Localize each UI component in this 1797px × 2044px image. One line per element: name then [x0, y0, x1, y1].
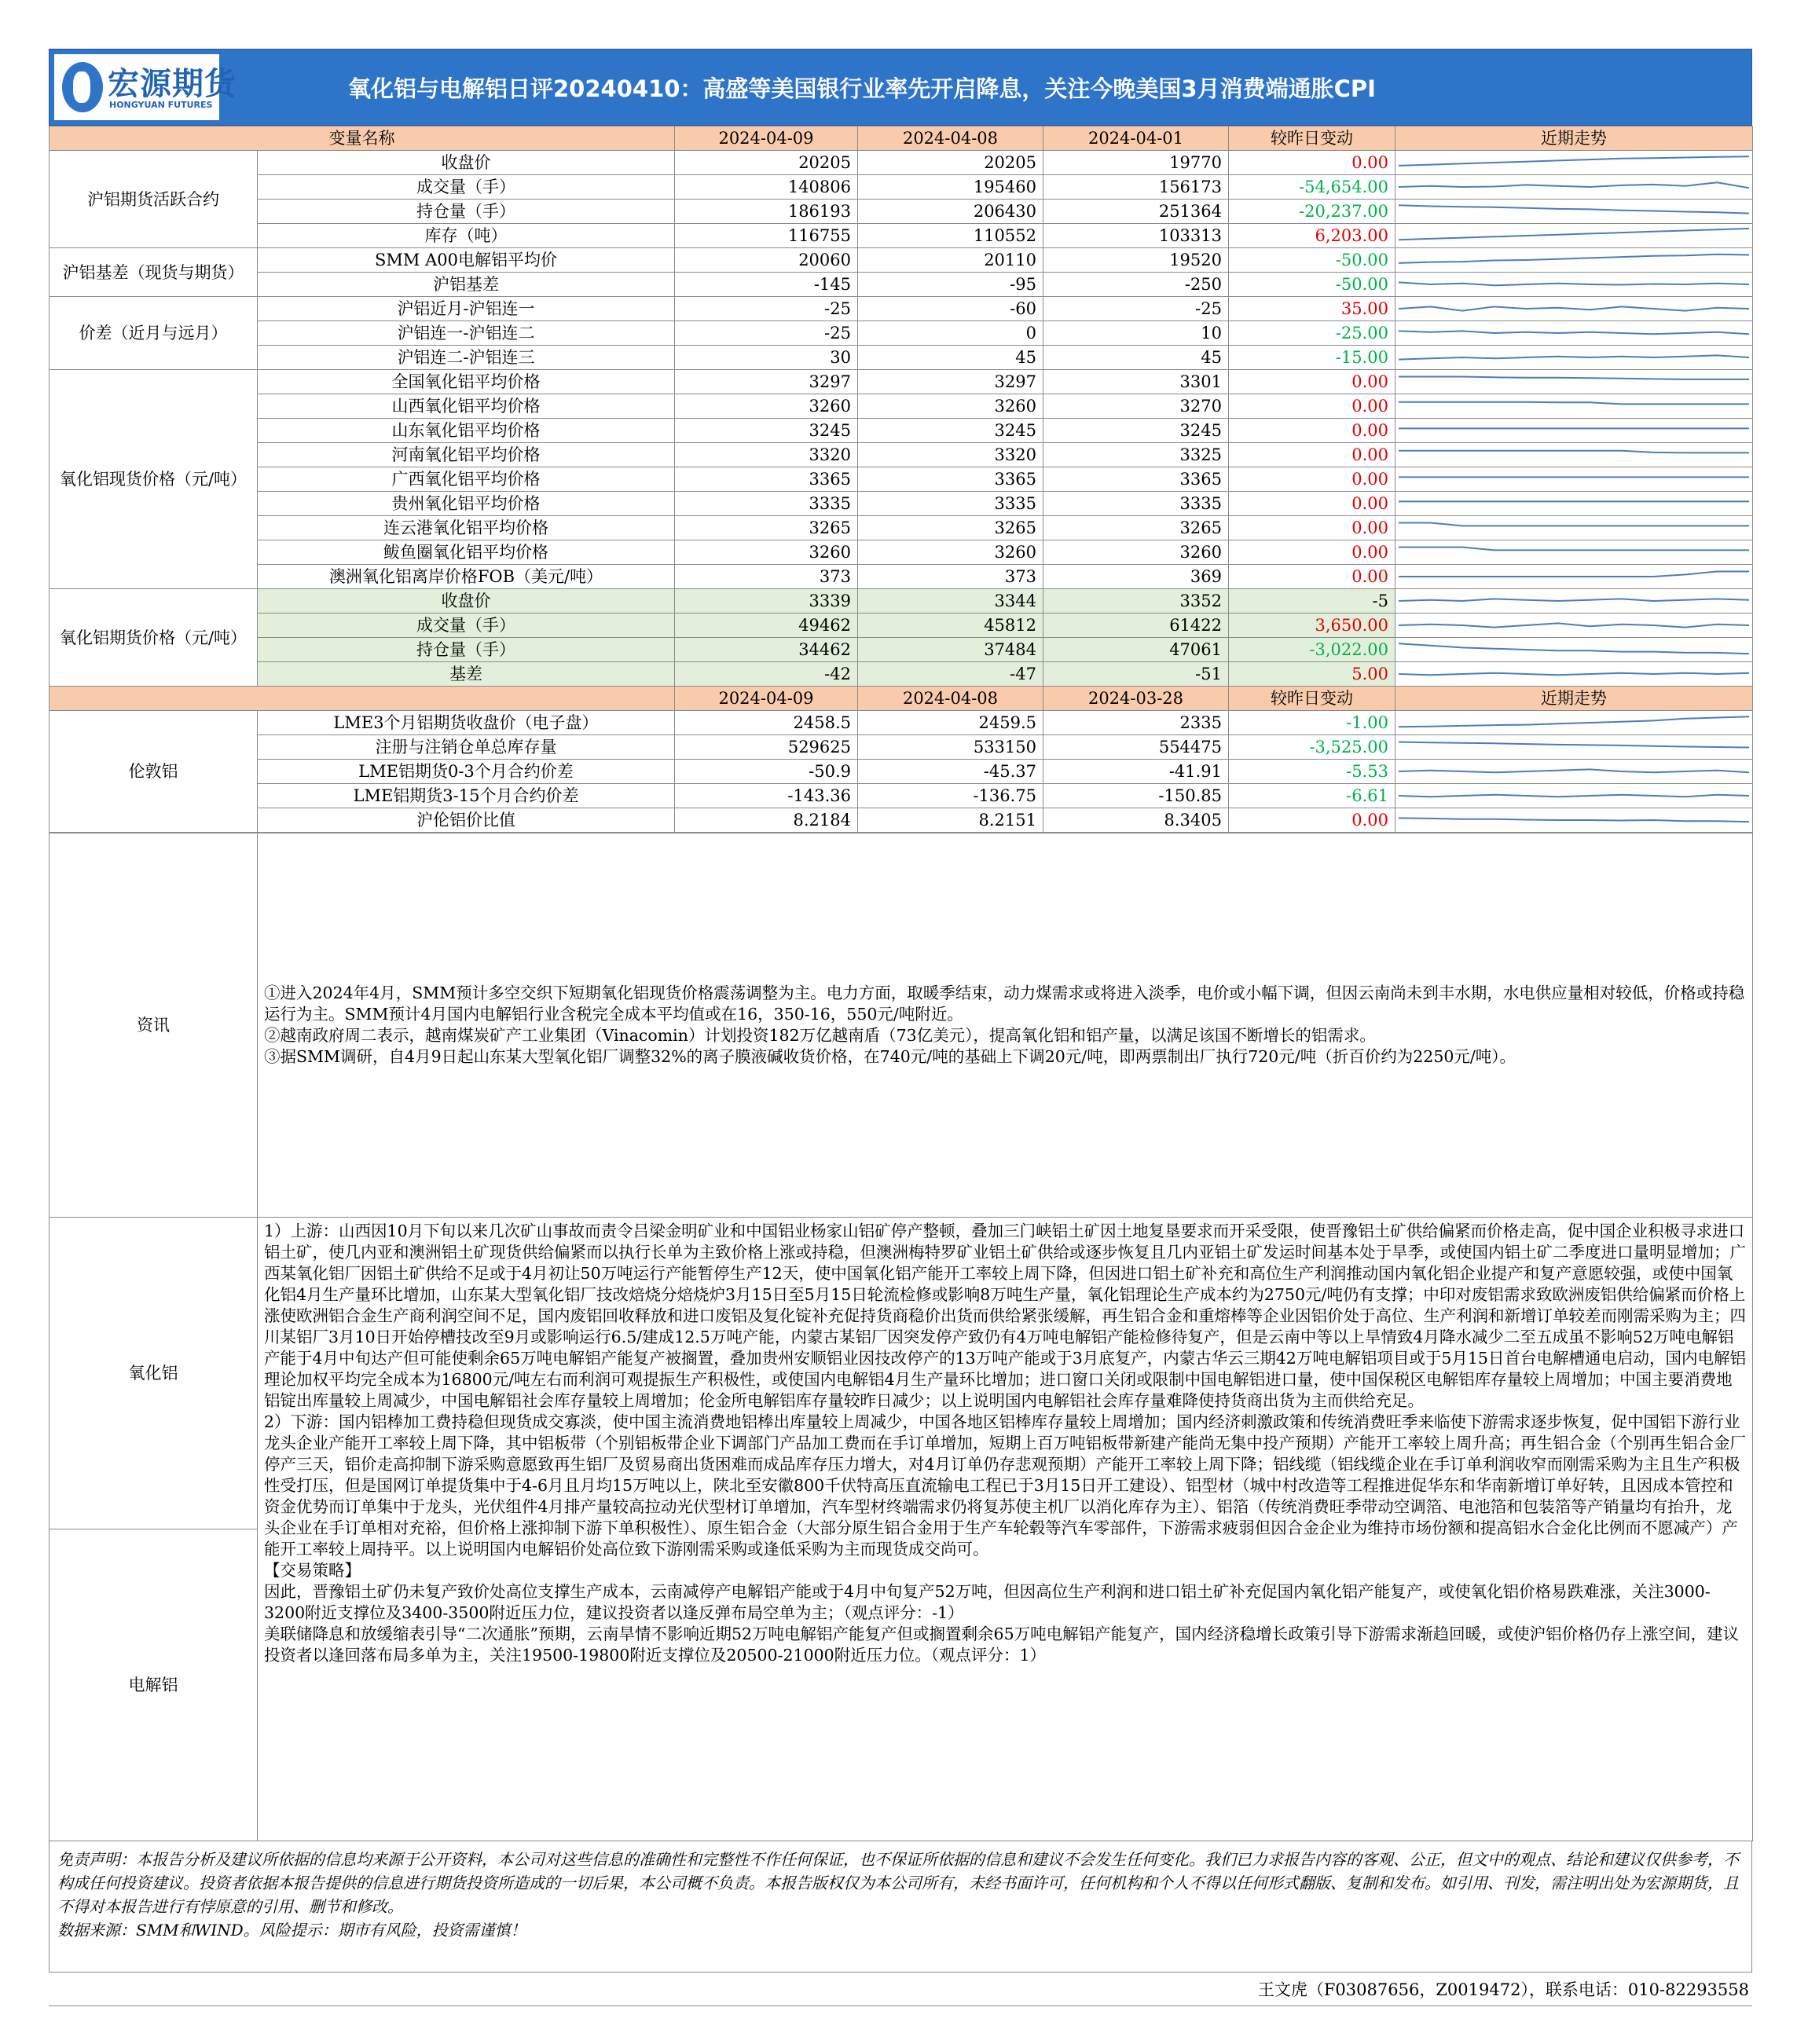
trend-cell: [1395, 394, 1753, 419]
variable-name: 成交量（手）: [258, 614, 675, 638]
table-row: [50, 297, 1753, 321]
change-cell: -54,654.00: [1229, 175, 1395, 200]
value-cell: 2458.5: [675, 711, 858, 735]
electro-label: 电解铝: [50, 1529, 258, 1841]
value-cell: 3297: [858, 370, 1043, 394]
value-cell: -136.75: [858, 784, 1043, 808]
alumina-label: 氧化铝: [50, 1218, 258, 1529]
value-cell: 3335: [675, 492, 858, 516]
trend-cell: [1395, 760, 1753, 784]
disclaimer: [49, 1841, 1752, 1973]
logo-text-cn: 宏源期货: [108, 66, 237, 102]
news-content: [258, 833, 1753, 1218]
sparkline-line: [1399, 331, 1749, 334]
change-cell: 0.00: [1229, 394, 1395, 419]
value-cell: -25: [675, 321, 858, 346]
sparkline-line: [1399, 451, 1749, 453]
info-table: [49, 833, 1753, 1841]
change-cell: -25.00: [1229, 321, 1395, 346]
table-row: [50, 175, 1753, 200]
sparkline-chart: [1399, 177, 1749, 197]
trend-cell: [1395, 711, 1753, 735]
value-cell: -60: [858, 297, 1043, 321]
value-cell: 20110: [858, 248, 1043, 273]
variable-name: 鲅鱼圈氧化铝平均价格: [258, 540, 675, 565]
change-cell: 0.00: [1229, 467, 1395, 492]
table-row: [50, 321, 1753, 346]
value-cell: -25: [675, 297, 858, 321]
trend-cell: [1395, 540, 1753, 565]
value-cell: -143.36: [675, 784, 858, 808]
change-cell: 0.00: [1229, 151, 1395, 175]
sparkline-chart: [1399, 591, 1749, 611]
sparkline-chart: [1399, 615, 1749, 636]
variable-name: 澳洲氧化铝离岸价格FOB（美元/吨）: [258, 565, 675, 589]
sparkline-line: [1399, 769, 1749, 772]
sparkline-chart: [1399, 566, 1749, 587]
value-cell: 3320: [675, 443, 858, 467]
company-logo: [54, 54, 237, 120]
value-cell: 20205: [858, 151, 1043, 175]
sparkline-line: [1399, 355, 1749, 359]
value-cell: 3260: [1043, 540, 1229, 565]
value-cell: 3339: [675, 589, 858, 614]
sparkline-chart: [1399, 250, 1749, 270]
analysis-content: [258, 1218, 1753, 1841]
sparkline-line: [1399, 643, 1749, 654]
variable-name: LME铝期货3-15个月合约价差: [258, 784, 675, 808]
sparkline-chart: [1399, 737, 1749, 757]
trend-cell: [1395, 808, 1753, 833]
change-cell: 0.00: [1229, 808, 1395, 833]
sparkline-chart: [1399, 445, 1749, 465]
table-row: [50, 248, 1753, 273]
news-item: ①进入2024年4月，SMM预计多空交织下短期氧化铝现货价格震荡调整为主。电力方面，取暖季结束，动力煤需求或将进入淡季，电价或小幅下调，但因云南尚未到丰水期，水电供应量相对较低，价格或持稳运行为主。SMM预计4月国内电解铝行业含税完全成本平均值或在16，350-16，550元/吨附近。: [264, 984, 1745, 1024]
change-cell: -1.00: [1229, 711, 1395, 735]
table-row: [50, 419, 1753, 443]
variable-name: 全国氧化铝平均价格: [258, 370, 675, 394]
change-cell: 0.00: [1229, 540, 1395, 565]
sparkline-chart: [1399, 225, 1749, 246]
strategy-aluminum: 美联储降息和放缓缩表引导“二次通胀”预期，云南旱情不影响近期52万吨电解铝产能复产但或搁置剩余65万吨电解铝产能复产，国内经济稳增长政策引导下游需求渐趋回暖，或使沪铝价格仍存上涨空间，建议投资者以逢回落布局多单为主，关注19500-19800附近支撑位及20500-21000附近压力位。（观点评分：1）: [264, 1625, 1740, 1665]
sparkline-line: [1399, 572, 1749, 577]
sparkline-chart: [1399, 152, 1749, 173]
value-cell: -47: [858, 662, 1043, 687]
value-cell: 3325: [1043, 443, 1229, 467]
value-cell: 251364: [1043, 200, 1229, 224]
value-cell: 206430: [858, 200, 1043, 224]
table-header-row: [50, 687, 1753, 711]
sparkline-line: [1399, 599, 1749, 601]
value-cell: 156173: [1043, 175, 1229, 200]
value-cell: 3260: [858, 394, 1043, 419]
sparkline-line: [1399, 795, 1749, 797]
table-row: [50, 808, 1753, 833]
variable-name: 山西氧化铝平均价格: [258, 394, 675, 419]
value-cell: 369: [1043, 565, 1229, 589]
trend-cell: [1395, 614, 1753, 638]
table-row: [50, 516, 1753, 540]
value-cell: 3344: [858, 589, 1043, 614]
value-cell: 554475: [1043, 735, 1229, 760]
trend-cell: [1395, 175, 1753, 200]
value-cell: 3245: [1043, 419, 1229, 443]
trend-cell: [1395, 273, 1753, 297]
group-label: 伦敦铝: [50, 711, 258, 833]
sparkline-line: [1399, 156, 1749, 166]
variable-name: 注册与注销仓单总库存量: [258, 735, 675, 760]
sparkline-chart: [1399, 810, 1749, 830]
value-cell: -25: [1043, 297, 1229, 321]
change-cell: 6,203.00: [1229, 224, 1395, 248]
variable-name: 山东氧化铝平均价格: [258, 419, 675, 443]
value-cell: 3352: [1043, 589, 1229, 614]
value-cell: 34462: [675, 638, 858, 662]
sparkline-line: [1399, 182, 1749, 188]
table-row: [50, 638, 1753, 662]
report-title: 氧化铝与电解铝日评20240410：高盛等美国银行业率先开启降息，关注今晚美国3月消费端通胀CPI: [348, 75, 1376, 102]
sparkline-chart: [1399, 201, 1749, 222]
sparkline-line: [1399, 742, 1749, 748]
sparkline-chart: [1399, 347, 1749, 368]
value-cell: 3265: [858, 516, 1043, 540]
trend-cell: [1395, 443, 1753, 467]
variable-name: 成交量（手）: [258, 175, 675, 200]
table-row: [50, 370, 1753, 394]
trend-cell: [1395, 248, 1753, 273]
strategy-title: 【交易策略】: [264, 1561, 361, 1580]
value-cell: 3260: [675, 540, 858, 565]
news-item: ③据SMM调研，自4月9日起山东某大型氧化铝厂调整32%的离子膜液碱收货价格，在740元/吨的基础上下调20元/吨，即两票制出厂执行720元/吨（折百价约为2250元/吨）。: [264, 1047, 1516, 1066]
news-item: ②越南政府周二表示，越南煤炭矿产工业集团（Vinacomin）计划投资182万亿越南盾（73亿美元），提高氧化铝和铝产量，以满足该国不断增长的铝需求。: [264, 1026, 1376, 1045]
report-sheet: [49, 49, 1752, 2006]
change-cell: -3,525.00: [1229, 735, 1395, 760]
variable-name: 广西氧化铝平均价格: [258, 467, 675, 492]
change-cell: -15.00: [1229, 346, 1395, 370]
sparkline-line: [1399, 548, 1749, 551]
variable-name: 连云港氧化铝平均价格: [258, 516, 675, 540]
sparkline-chart: [1399, 323, 1749, 343]
value-cell: -45.37: [858, 760, 1043, 784]
report-header: [49, 49, 1752, 126]
variable-name: 基差: [258, 662, 675, 687]
table-row: [50, 346, 1753, 370]
table-row: [50, 467, 1753, 492]
trend-cell: [1395, 346, 1753, 370]
table-row: [50, 565, 1753, 589]
value-cell: 3265: [675, 516, 858, 540]
value-cell: -250: [1043, 273, 1229, 297]
sparkline-line: [1399, 377, 1749, 379]
analyst-contact: 王文虎（F03087656，Z0019472），联系电话：010-82293558: [49, 1973, 1752, 2006]
value-cell: 195460: [858, 175, 1043, 200]
value-cell: 3335: [1043, 492, 1229, 516]
sparkline-chart: [1399, 786, 1749, 806]
value-cell: 3365: [675, 467, 858, 492]
sparkline-chart: [1399, 761, 1749, 782]
col-header: 近期走势: [1395, 687, 1753, 711]
value-cell: -95: [858, 273, 1043, 297]
table-row: [50, 614, 1753, 638]
logo-text-en: HONGYUAN FUTURES: [109, 100, 213, 110]
change-cell: 0.00: [1229, 492, 1395, 516]
sparkline-chart: [1399, 664, 1749, 684]
value-cell: -41.91: [1043, 760, 1229, 784]
table-row: [50, 540, 1753, 565]
value-cell: 116755: [675, 224, 858, 248]
value-cell: 10: [1043, 321, 1229, 346]
group-label: 沪铝基差（现货与期货）: [50, 248, 258, 297]
variable-name: 收盘价: [258, 589, 675, 614]
col-header: 2024-04-09: [675, 126, 858, 151]
value-cell: 3335: [858, 492, 1043, 516]
change-cell: 0.00: [1229, 370, 1395, 394]
table-row: [50, 273, 1753, 297]
value-cell: 2335: [1043, 711, 1229, 735]
value-cell: 45812: [858, 614, 1043, 638]
col-header: 近期走势: [1395, 126, 1753, 151]
trend-cell: [1395, 589, 1753, 614]
value-cell: 3260: [858, 540, 1043, 565]
change-cell: -50.00: [1229, 273, 1395, 297]
trend-cell: [1395, 370, 1753, 394]
group-label: 氧化铝期货价格（元/吨）: [50, 589, 258, 687]
news-label: 资讯: [50, 833, 258, 1218]
value-cell: 103313: [1043, 224, 1229, 248]
table-row: [50, 443, 1753, 467]
value-cell: 533150: [858, 735, 1043, 760]
group-label: 沪铝期货活跃合约: [50, 151, 258, 248]
change-cell: -6.61: [1229, 784, 1395, 808]
value-cell: -150.85: [1043, 784, 1229, 808]
table-row: [50, 735, 1753, 760]
value-cell: 47061: [1043, 638, 1229, 662]
trend-cell: [1395, 662, 1753, 687]
value-cell: 37484: [858, 638, 1043, 662]
trend-cell: [1395, 297, 1753, 321]
sparkline-chart: [1399, 639, 1749, 660]
value-cell: 140806: [675, 175, 858, 200]
trend-cell: [1395, 321, 1753, 346]
change-cell: 0.00: [1229, 516, 1395, 540]
change-cell: 0.00: [1229, 565, 1395, 589]
value-cell: 110552: [858, 224, 1043, 248]
sparkline-chart: [1399, 518, 1749, 538]
strategy-alumina: 因此，晋豫铝土矿仍未复产致价处高位支撑生产成本，云南减停产电解铝产能或于4月中旬复产52万吨，但因高位生产利润和进口铝土矿补充促国内氧化铝产能复产，或使氧化铝价格易跌难涨，关注3000-3200附近支撑位及3400-3500附近压力位，建议投资者以逢反弹布局空单为主；（观点评分：-1）: [264, 1582, 1711, 1622]
col-header: 2024-04-09: [675, 687, 858, 711]
value-cell: 373: [858, 565, 1043, 589]
value-cell: 3320: [858, 443, 1043, 467]
disclaimer-text: 免责声明：本报告分析及建议所依据的信息均来源于公开资料，本公司对这些信息的准确性和完整性不作任何保证，也不保证所依据的信息和建议不会发生任何变化。我们已力求报告内容的客观、公正，但文中的观点、结论和建议仅供参考，不构成任何投资建议。投资者依据本报告提供的信息进行期货投资所造成的一切后果，本公司概不负责。本报告版权仅为本公司所有，未经书面许可，任何机构和个人不得以任何形式翻版、复制和发布。如引用、刊发，需注明出处为宏源期货，且不得对本报告进行有悖原意的引用、删节和修改。: [57, 1850, 1739, 1916]
sparkline-chart: [1399, 299, 1749, 319]
change-cell: -20,237.00: [1229, 200, 1395, 224]
col-header: 较昨日变动: [1229, 687, 1395, 711]
group-label: 价差（近月与远月）: [50, 297, 258, 370]
data-source: 数据来源：SMM和WIND。风险提示：期市有风险，投资需谨慎！: [57, 1921, 526, 1940]
value-cell: -145: [675, 273, 858, 297]
variable-name: LME铝期货0-3个月合约价差: [258, 760, 675, 784]
sparkline-line: [1399, 818, 1749, 822]
value-cell: 0: [858, 321, 1043, 346]
value-cell: 373: [675, 565, 858, 589]
sparkline-chart: [1399, 420, 1749, 441]
table-row: [50, 492, 1753, 516]
value-cell: 19520: [1043, 248, 1229, 273]
trend-cell: [1395, 224, 1753, 248]
variable-name: LME3个月铝期货收盘价（电子盘）: [258, 711, 675, 735]
alumina-analysis: 1）上游：山西因10月下旬以来几次矿山事故而责令吕梁金明矿业和中国铝业杨家山铝矿停产整顿，叠加三门峡铝土矿因土地复垦要求而开采受限，使晋豫铝土矿供给偏紧而价格走高，促中国企业积极寻求进口铝土矿，使几内亚和澳洲铝土矿现货供给偏紧而以执行长单为主致价格上涨或持稳，但澳洲梅特罗矿业铝土矿供给或逐步恢复且几内亚铝土矿发运时间基本处于旱季，或使国内铝土矿二季度进口量明显增加；广西某氧化铝厂因铝土矿供给不足或于4月初让50万吨运行产能暂停生产12天，使中国氧化铝产能开工率较上周下降，但因进口铝土矿补充和高位生产利润推动国内氧化铝企业提产和复产意愿较强，或使中国氧化铝4月生产量环比增加，山东某大型氧化铝厂技改焙烧分焙烧炉3月15日至5月15日轮流检修或影响8万吨生产量，氧化铝理论生产成本约为2750元/吨仍有支撑；中印对废铝需求致欧洲废铝供给偏紧而价格上涨使欧洲铝合金生产商利润空间不足，国内废铝回收释放和进口废铝及复化锭补充促持货商稳价出货而供给紧张缓解，再生铝合金和重熔棒等企业因铝价处于高位、生产利润和新增订单较差而刚需采购为主；四川某铝厂3月10日开始停槽技改至9月或影响运行6.5/建成12.5万吨产能，内蒙古某铝厂因突发停产致仍有4万吨电解铝产能检修待复产，但是云南中等以上旱情致4月降水减少二至五成虽不影响52万吨电解铝产能于4月中旬达产但可能使剩余65万吨电解铝产能复产被搁置，叠加贵州安顺铝业因技改停产的13万吨产能或于3月底复产，内蒙古华云三期42万吨电解铝项目或于5月15日首台电解槽通电启动，国内电解铝理论加权平均完全成本为16800元/吨左右而利润可观提振生产积极性，或使国内电解铝4月生产量环比增加；进口窗口关闭或限制中国电解铝进口量，使中国保税区电解铝库存量较上周增加；中国主要消费地铝锭出库量较上周减少，中国电解铝社会库存量较上周增加；伦金所电解铝库存量较昨日减少；以上说明国内电解铝社会库存量难降使持货商出货为主而供给充足。: [264, 1222, 1746, 1410]
variable-name: 沪伦铝价比值: [258, 808, 675, 833]
table-row: [50, 760, 1753, 784]
change-cell: -3,022.00: [1229, 638, 1395, 662]
trend-cell: [1395, 467, 1753, 492]
table-row: [50, 711, 1753, 735]
trend-cell: [1395, 200, 1753, 224]
trend-cell: [1395, 151, 1753, 175]
table-row: [50, 784, 1753, 808]
col-header: 2024-04-01: [1043, 126, 1229, 151]
sparkline-chart: [1399, 274, 1749, 295]
variable-name: 持仓量（手）: [258, 200, 675, 224]
value-cell: 3245: [675, 419, 858, 443]
electro-analysis: 2）下游：国内铝棒加工费持稳但现货成交寡淡，使中国主流消费地铝棒出库量较上周减少，中国各地区铝棒库存量较上周增加；国内经济刺激政策和传统消费旺季来临使下游需求逐步恢复，促中国铝下游行业龙头企业产能开工率较上周下降，其中铝板带（个别铝板带企业下调部门产品加工费而在手订单增加，短期上百万吨铝板带新建产能尚无集中投产预期）产能开工率较上周升高；再生铝合金（个别再生铝合金厂停产三天，铝价走高抑制下游采购意愿致再生铝厂及贸易商出货困难而成品库存压力增大，对4月订单仍存悲观预期）产能开工率较上周下降；铝线缆（铝线缆企业在手订单利润收窄而刚需采购为主且生产积极性受打压，但是国网订单提货集中于4-6月且月均15万吨以上，陕北至安徽800千伏特高压直流输电工程已于3月15日开工建设）、铝型材（城中村改造等工程推进促华东和华南新增订单好转，且因成本管控和资金优势而订单集中于龙头，光伏组件4月排产量较高拉动光伏型材订单增加，汽车型材终端需求仍将复苏使主机厂以消化库存为主）、铝箔（传统消费旺季带动空调箔、电池箔和包装箔等产销量均有抬升，龙头企业在手订单相对充裕，但价格上涨抑制下游下单积极性）、原生铝合金（大部分原生铝合金用于生产车轮毂等汽车零部件，下游需求疲弱但因合金企业为维持市场份额和提高铝水合金化比例而不愿减产）产能开工率较上周持平。以上说明国内电解铝价处高位致下游刚需采购或逢低采购为主而现货成交尚可。: [264, 1412, 1746, 1559]
change-cell: 0.00: [1229, 419, 1395, 443]
col-header: 2024-04-08: [858, 687, 1043, 711]
sparkline-chart: [1399, 396, 1749, 416]
value-cell: 3270: [1043, 394, 1229, 419]
sparkline-chart: [1399, 469, 1749, 489]
variable-name: 收盘价: [258, 151, 675, 175]
trend-cell: [1395, 419, 1753, 443]
value-cell: 20205: [675, 151, 858, 175]
change-cell: 5.00: [1229, 662, 1395, 687]
change-cell: -5: [1229, 589, 1395, 614]
value-cell: 3297: [675, 370, 858, 394]
trend-cell: [1395, 516, 1753, 540]
sparkline-line: [1399, 716, 1749, 727]
value-cell: -51: [1043, 662, 1229, 687]
sparkline-chart: [1399, 712, 1749, 733]
variable-name: 沪铝连一-沪铝连二: [258, 321, 675, 346]
variable-name: 沪铝基差: [258, 273, 675, 297]
value-cell: 49462: [675, 614, 858, 638]
variable-name: 库存（吨）: [258, 224, 675, 248]
value-cell: 61422: [1043, 614, 1229, 638]
trend-cell: [1395, 492, 1753, 516]
value-cell: 8.2151: [858, 808, 1043, 833]
col-header: 2024-04-08: [858, 126, 1043, 151]
variable-name: 贵州氧化铝平均价格: [258, 492, 675, 516]
table-row: [50, 589, 1753, 614]
value-cell: 3365: [1043, 467, 1229, 492]
sparkline-line: [1399, 229, 1749, 240]
trend-cell: [1395, 638, 1753, 662]
table-header-row: [50, 126, 1753, 151]
change-cell: 0.00: [1229, 443, 1395, 467]
value-cell: 45: [858, 346, 1043, 370]
trend-cell: [1395, 735, 1753, 760]
variable-name: 沪铝连二-沪铝连三: [258, 346, 675, 370]
sparkline-line: [1399, 282, 1749, 285]
value-cell: 3301: [1043, 370, 1229, 394]
value-cell: -42: [675, 662, 858, 687]
value-cell: 3245: [858, 419, 1043, 443]
variable-name: SMM A00电解铝平均价: [258, 248, 675, 273]
sparkline-line: [1399, 673, 1749, 676]
value-cell: 3265: [1043, 516, 1229, 540]
variable-name: 沪铝近月-沪铝连一: [258, 297, 675, 321]
change-cell: -50.00: [1229, 248, 1395, 273]
col-header: 变量名称: [50, 126, 675, 151]
value-cell: 186193: [675, 200, 858, 224]
change-cell: 35.00: [1229, 297, 1395, 321]
domestic-data-table: [49, 126, 1753, 833]
col-header: [50, 687, 675, 711]
sparkline-line: [1399, 205, 1749, 213]
value-cell: 3365: [858, 467, 1043, 492]
value-cell: 8.2184: [675, 808, 858, 833]
sparkline-line: [1399, 523, 1749, 526]
sparkline-chart: [1399, 372, 1749, 392]
sparkline-line: [1399, 623, 1749, 627]
col-header: 2024-03-28: [1043, 687, 1229, 711]
col-header: 较昨日变动: [1229, 126, 1395, 151]
value-cell: 19770: [1043, 151, 1229, 175]
sparkline-line: [1399, 402, 1749, 405]
sparkline-chart: [1399, 493, 1749, 514]
value-cell: 3260: [675, 394, 858, 419]
value-cell: 8.3405: [1043, 808, 1229, 833]
trend-cell: [1395, 565, 1753, 589]
value-cell: 30: [675, 346, 858, 370]
group-label: 氧化铝现货价格（元/吨）: [50, 370, 258, 589]
trend-cell: [1395, 784, 1753, 808]
value-cell: 20060: [675, 248, 858, 273]
value-cell: -50.9: [675, 760, 858, 784]
change-cell: -5.53: [1229, 760, 1395, 784]
value-cell: 529625: [675, 735, 858, 760]
sparkline-line: [1399, 306, 1749, 310]
table-row: [50, 200, 1753, 224]
variable-name: 河南氧化铝平均价格: [258, 443, 675, 467]
sparkline-line: [1399, 255, 1749, 263]
value-cell: 45: [1043, 346, 1229, 370]
variable-name: 持仓量（手）: [258, 638, 675, 662]
table-row: [50, 662, 1753, 687]
change-cell: 3,650.00: [1229, 614, 1395, 638]
logo-mark-icon: [62, 62, 103, 112]
table-row: [50, 151, 1753, 175]
sparkline-chart: [1399, 542, 1749, 562]
value-cell: 2459.5: [858, 711, 1043, 735]
table-row: [50, 394, 1753, 419]
table-row: [50, 224, 1753, 248]
